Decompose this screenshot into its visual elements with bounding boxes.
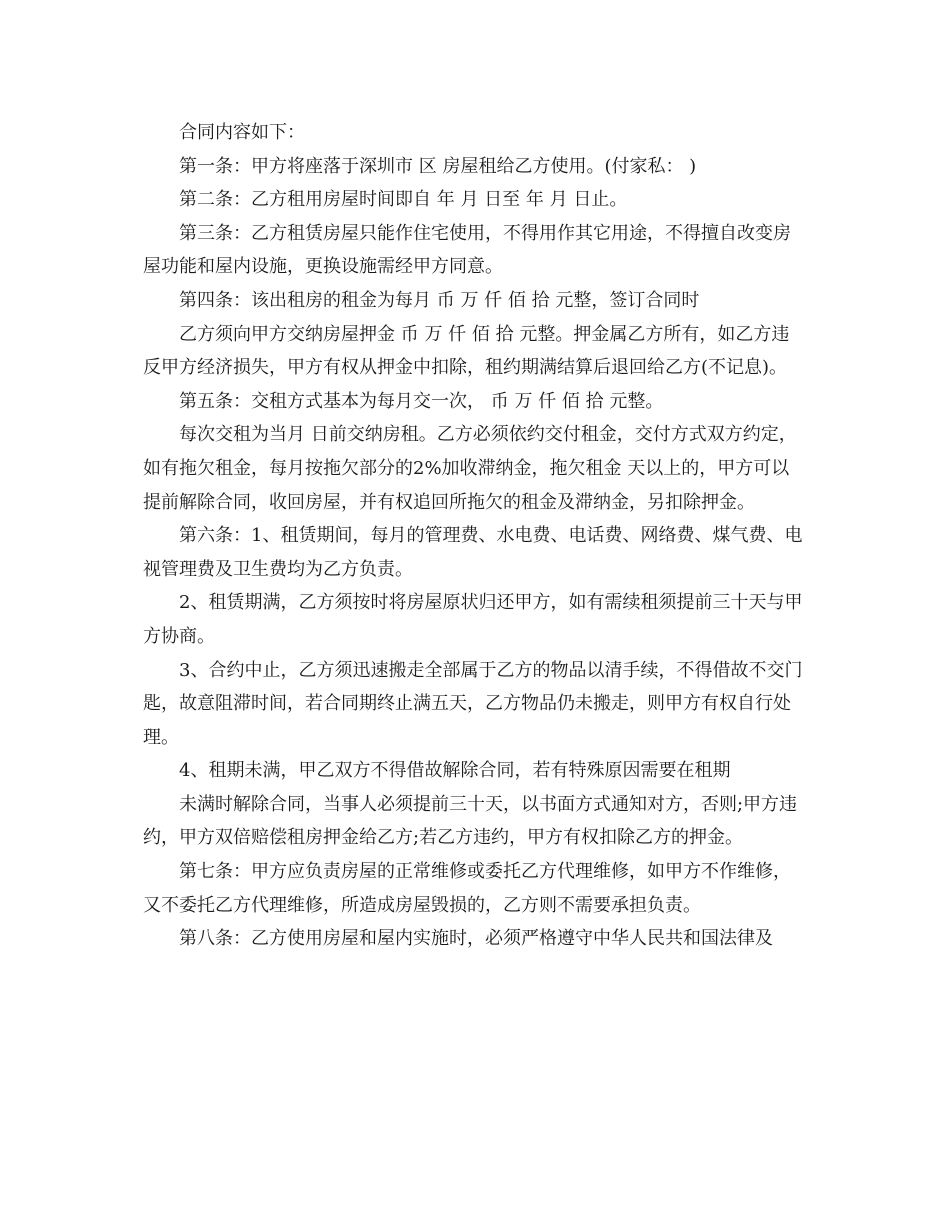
paragraph-article-6-item-2: 2、租赁期满，乙方须按时将房屋原状归还甲方，如有需续租须提前三十天与甲方协商。 — [143, 592, 803, 647]
paragraph-article-7: 第七条：甲方应负责房屋的正常维修或委托乙方代理维修，如甲方不作维修，又不委托乙方代理维修，所造成房屋毁损的，乙方则不需要承担负责。 — [143, 861, 791, 916]
paragraph-article-4-deposit: 乙方须向甲方交纳房屋押金 币 万 仟 佰 拾 元整。押金属乙方所有，如乙方违反甲方经济损失，甲方有权从押金中扣除，租约期满结算后退回给乙方(不记息)。 — [143, 323, 790, 379]
paragraph-article-5-payment: 每次交租为当月 日前交纳房租。乙方必须依约交付租金，交付方式双方约定，如有拖欠租金，每月按拖欠部分的2%加收滞纳金，拖欠租金 天以上的，甲方可以提前解除合同，收回房屋，并有权追回所拖欠的租金及滞纳金，另扣除押金。 — [143, 424, 797, 513]
paragraph-intro: 合同内容如下： — [179, 122, 305, 143]
paragraph-article-3: 第三条：乙方租赁房屋只能作住宅使用，不得用作其它用途，不得擅自改变房屋功能和屋内设施，更换设施需经甲方同意。 — [143, 222, 791, 278]
paragraph-article-6-item-4: 4、租期未满，甲乙双方不得借故解除合同，若有特殊原因需要在租期 — [179, 760, 731, 782]
document-body — [143, 116, 803, 956]
paragraph-article-4: 第四条：该出租房的租金为每月 币 万 仟 佰 拾 元整，签订合同时 — [179, 289, 700, 311]
paragraph-article-1: 第一条：甲方将座落于深圳市 区 房屋租给乙方使用。(付家私： ) — [179, 155, 697, 177]
paragraph-article-2: 第二条：乙方租用房屋时间即自 年 月 日至 年 月 日止。 — [179, 189, 628, 211]
paragraph-article-6-item-3: 3、合约中止，乙方须迅速搬走全部属于乙方的物品以清手续，不得借故不交门匙，故意阻滞时间，若合同期终止满五天，乙方物品仍未搬走，则甲方有权自行处理。 — [143, 659, 803, 748]
paragraph-article-6-item-4-cont: 未满时解除合同，当事人必须提前三十天，以书面方式通知对方，否则;甲方违约，甲方双倍赔偿租房押金给乙方;若乙方违约，甲方有权扣除乙方的押金。 — [143, 793, 798, 849]
paragraph-article-5: 第五条：交租方式基本为每月交一次， 币 万 仟 佰 拾 元整。 — [179, 390, 664, 412]
paragraph-article-8: 第八条：乙方使用房屋和屋内实施时，必须严格遵守中华人民共和国法律及 — [179, 928, 773, 950]
paragraph-article-6-item-1: 第六条：1、租赁期间，每月的管理费、水电费、电话费、网络费、煤气费、电视管理费及卫生费均为乙方负责。 — [143, 525, 803, 580]
